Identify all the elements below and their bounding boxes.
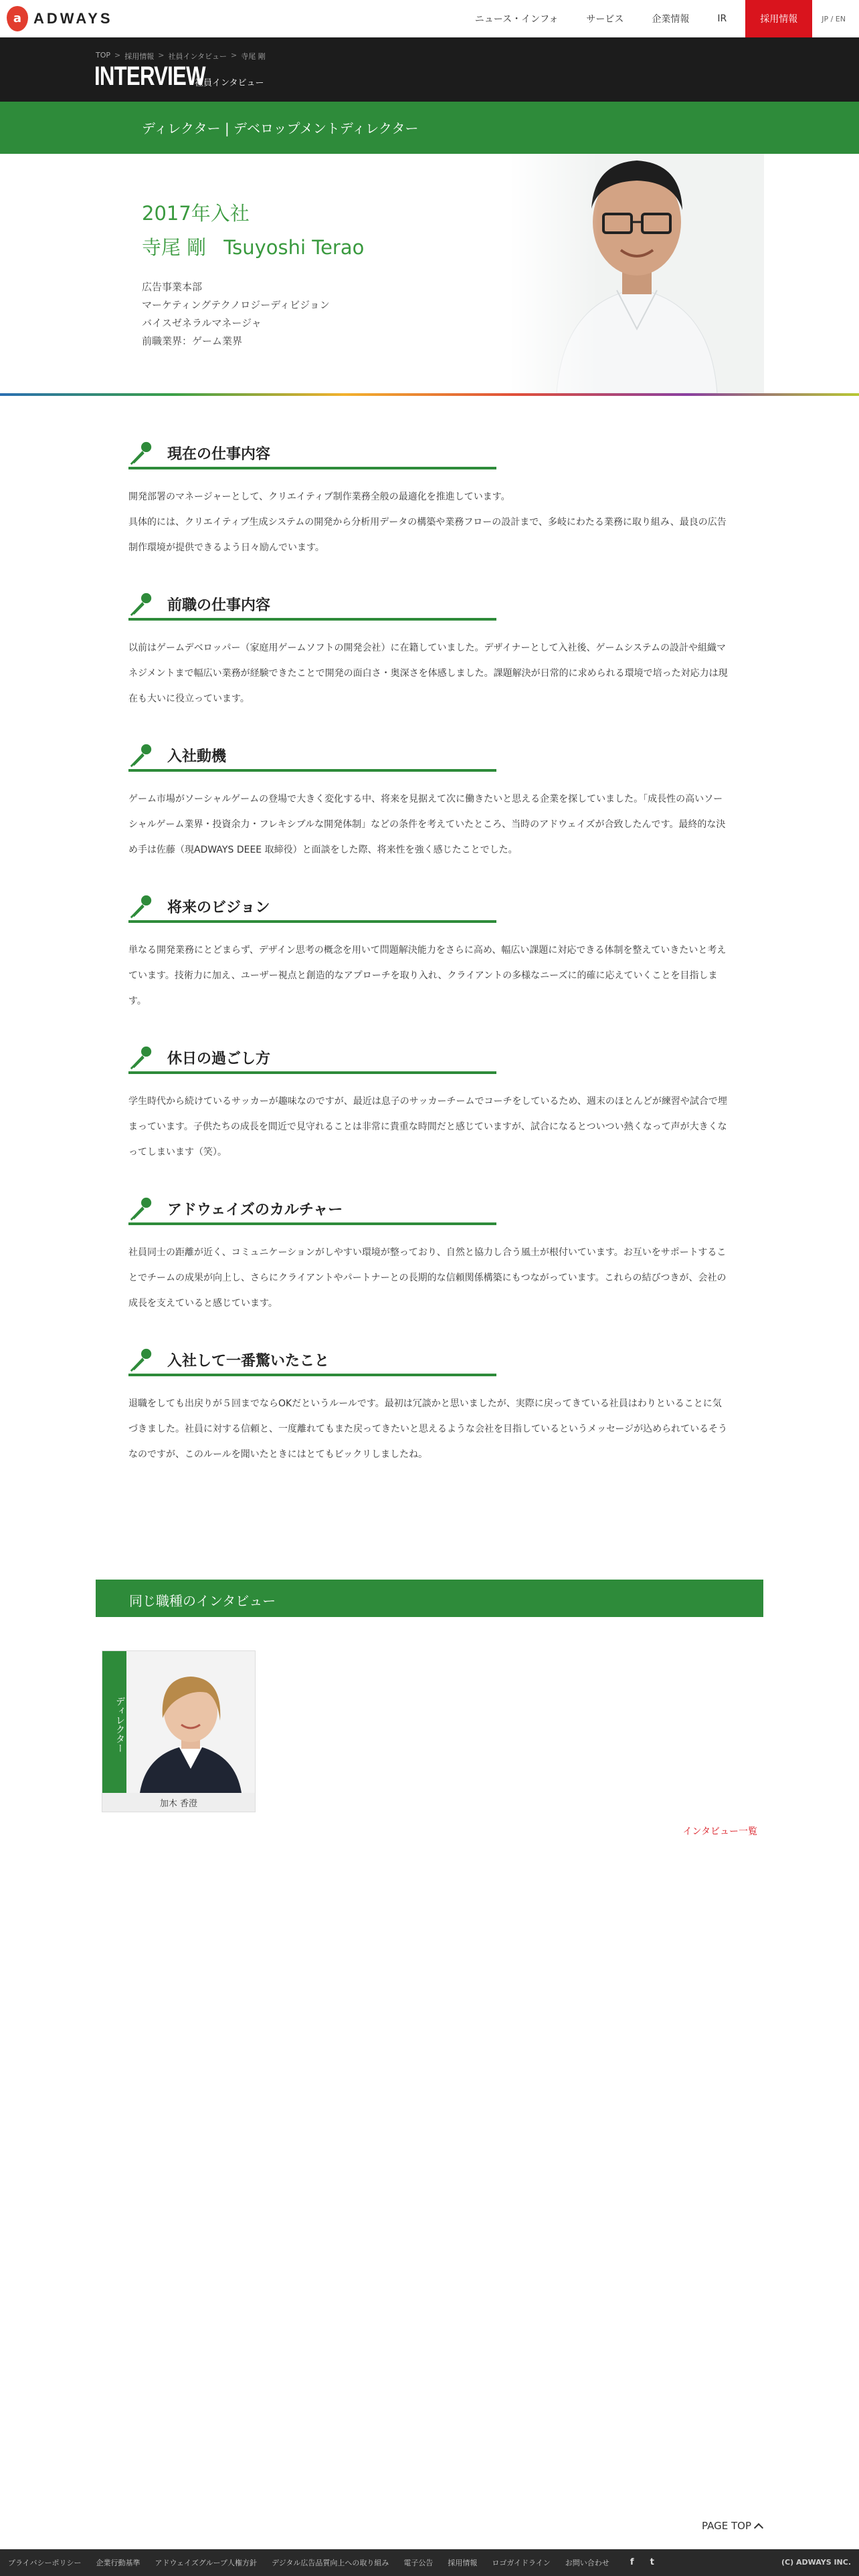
section-current-work [128, 441, 731, 560]
section-surprise [128, 1348, 731, 1467]
breadcrumb-current: 寺尾 剛 [241, 52, 266, 61]
page-title-sub: 社員インタビュー [195, 78, 264, 88]
section-vision [128, 895, 731, 1014]
profile-hero [0, 102, 859, 396]
section-title: 将来のビジョン [167, 899, 270, 916]
section-body: 単なる開発業務にとどまらず、デザイン思考の概念を用いて問題解決能力をさらに高め、幅広い課題に対応できる体制を整えていきたいと考えています。技術力に加え、ユーザー視点と創造的なアプローチを取り入れ、クライアントの多様なニーズに的確に応えていくことを目指します。 [128, 945, 727, 1006]
employee-info [142, 278, 330, 350]
microphone-icon [128, 591, 154, 617]
nav-service[interactable]: サービス [586, 14, 624, 25]
breadcrumb-recruit[interactable]: 採用情報 [124, 52, 155, 61]
section-heading [128, 441, 496, 469]
employee-name-en: Tsuyoshi Terao [223, 236, 365, 259]
join-year: 2017年入社 [142, 202, 250, 225]
employee-name [142, 233, 364, 260]
section-title: 入社動機 [167, 748, 227, 765]
related-title: 同じ職種のインタビュー [129, 1593, 276, 1609]
title-band [0, 37, 859, 102]
card-employee-name: 加木 香澄 [102, 1793, 255, 1812]
section-body: 開発部署のマネージャーとして、クリエイティブ制作業務全般の最適化を推進しています。 具体的には、クリエイティブ生成システムの開発から分析用データの構築や業務フローの設計まで、多岐にわたる業務に取り組み、最良の広告制作環境が提供できるよう日々励んでいます。 [128, 492, 727, 553]
info-position: バイスゼネラルマネージャ [142, 317, 262, 329]
page-title [94, 63, 264, 90]
section-body: 以前はゲームデベロッパー（家庭用ゲームソフトの開発会社）に在籍していました。デザイナーとして入社後、ゲームシステムの設計や組織マネジメントまで幅広い業務が経験できたことで開発の面白さ・奥深さを体感しました。課題解決が日常的に求められる環境で培った対応力は現在も大いに役立っています。 [128, 643, 728, 704]
breadcrumb [96, 51, 266, 62]
info-division: 広告事業本部 [142, 281, 203, 293]
footer-link-ad-quality[interactable]: デジタル広告品質向上への取り組み [272, 2559, 389, 2567]
breadcrumb-top[interactable]: TOP [96, 51, 111, 60]
breadcrumb-interview[interactable]: 社員インタビュー [168, 52, 227, 61]
nav-news[interactable]: ニュース・インフォ [474, 14, 559, 25]
footer-link-logo-guide[interactable]: ロゴガイドライン [492, 2559, 551, 2567]
microphone-icon [128, 1045, 154, 1070]
section-motivation [128, 744, 731, 863]
section-heading [128, 744, 496, 772]
nav-ir[interactable]: IR [717, 13, 727, 24]
breadcrumb-separator-icon: > [114, 51, 121, 60]
adways-logo[interactable] [7, 6, 113, 31]
microphone-icon [128, 742, 154, 768]
section-title: 前職の仕事内容 [167, 597, 271, 614]
page-top-button[interactable] [702, 2520, 762, 2532]
global-nav [475, 0, 859, 37]
section-previous-work [128, 593, 731, 712]
section-body: ゲーム市場がソーシャルゲームの登場で大きく変化する中、将来を見据えて次に働きたいと思える企業を探していました。「成長性の高いソーシャルゲーム業界・投資余力・フレキシブルな開発体制」などの条件を考えていたところ、当時のアドウェイズが合致したんです。最終的な決め手は佐藤（現ADWAYS DEEE 取締役）と面談をした際、将来性を強く感じたことでした。 [128, 794, 726, 855]
section-title: 休日の過ごし方 [167, 1050, 271, 1067]
site-header [0, 0, 859, 37]
section-body: 社員同士の距離が近く、コミュニケーションがしやすい環境が整っており、自然と協力し合う風土が根付いています。お互いをサポートすることでチームの成果が向上し、さらにクライアントやパートナーとの長期的な信頼関係構築にもつながっています。これらの結びつきが、会社の成長を支えていると感じています。 [128, 1247, 727, 1309]
social-links [627, 2557, 658, 2568]
footer-links [8, 2557, 609, 2568]
nav-company[interactable]: 企業情報 [652, 14, 690, 25]
microphone-icon [128, 893, 154, 919]
related-employee-photo [126, 1651, 255, 1793]
footer-link-recruit[interactable]: 採用情報 [448, 2559, 478, 2567]
breadcrumb-separator-icon: > [158, 51, 165, 60]
microphone-icon [128, 1347, 154, 1372]
twitter-icon[interactable]: t [650, 2557, 654, 2567]
section-culture [128, 1197, 731, 1316]
footer-link-human-rights[interactable]: アドウェイズグループ人権方針 [155, 2559, 258, 2567]
info-previous-industry: 前職業界：ゲーム業界 [142, 335, 243, 347]
logo-text: ADWAYS [33, 9, 113, 27]
section-heading [128, 1046, 496, 1074]
section-title: 入社して一番驚いたこと [167, 1352, 330, 1370]
card-job-tag: ディレクター [102, 1651, 126, 1793]
microphone-icon [128, 1196, 154, 1221]
logo-mark-icon: a [7, 6, 28, 31]
footer-link-conduct[interactable]: 企業行動基準 [96, 2559, 140, 2567]
section-heading [128, 593, 496, 621]
site-footer [0, 2549, 859, 2576]
footer-link-public-notice[interactable]: 電子公告 [403, 2559, 434, 2567]
related-interviews-header [96, 1580, 763, 1617]
section-holiday [128, 1046, 731, 1165]
job-role: ディレクター | デベロップメントディレクター [142, 120, 419, 136]
page-top-label: PAGE TOP [702, 2520, 751, 2532]
chevron-up-icon [754, 2523, 763, 2532]
section-body: 退職をしても出戻りが５回までならOKだというルールです。最初は冗談かと思いましたが、実際に戻ってきている社員はわりといることに気づきました。社員に対する信頼と、一度離れてもまた戻ってきたいと思えるような会社を目指しているというメッセージが込められているそうなのですが、このルールを聞いたときにはとてもビックリしましたね。 [128, 1398, 728, 1460]
interview-content [128, 441, 731, 1499]
section-title: アドウェイズのカルチャー [167, 1201, 343, 1218]
interview-list-link[interactable]: インタビュー一覧 [682, 1826, 757, 1837]
info-department: マーケティングテクノロジーディビジョン [142, 299, 330, 311]
footer-link-privacy[interactable]: プライバシーポリシー [8, 2559, 82, 2567]
copyright: (C) ADWAYS INC. [781, 2558, 851, 2567]
related-interview-card[interactable] [102, 1650, 256, 1812]
breadcrumb-separator-icon: > [231, 51, 237, 60]
section-heading [128, 895, 496, 923]
employee-portrait [510, 102, 764, 393]
nav-recruit-button[interactable]: 採用情報 [745, 0, 812, 37]
footer-link-contact[interactable]: お問い合わせ [565, 2559, 609, 2567]
section-heading [128, 1197, 496, 1225]
section-title: 現在の仕事内容 [167, 445, 271, 463]
language-switch[interactable]: JP / EN [822, 14, 846, 23]
color-stripe [0, 393, 859, 396]
section-body: 学生時代から続けているサッカーが趣味なのですが、最近は息子のサッカーチームでコーチをしているため、週末のほとんどが練習や試合で埋まっています。子供たちの成長を間近で見守れることは非常に貴重な時間だと感じていますが、試合になるとついつい熱くなって声が大きくなってしまいます（笑）。 [128, 1096, 727, 1158]
facebook-icon[interactable]: f [630, 2557, 634, 2567]
section-heading [128, 1348, 496, 1376]
microphone-icon [128, 440, 154, 465]
employee-name-ja: 寺尾 剛 [142, 236, 207, 259]
page-title-main: INTERVIEW [94, 62, 205, 91]
